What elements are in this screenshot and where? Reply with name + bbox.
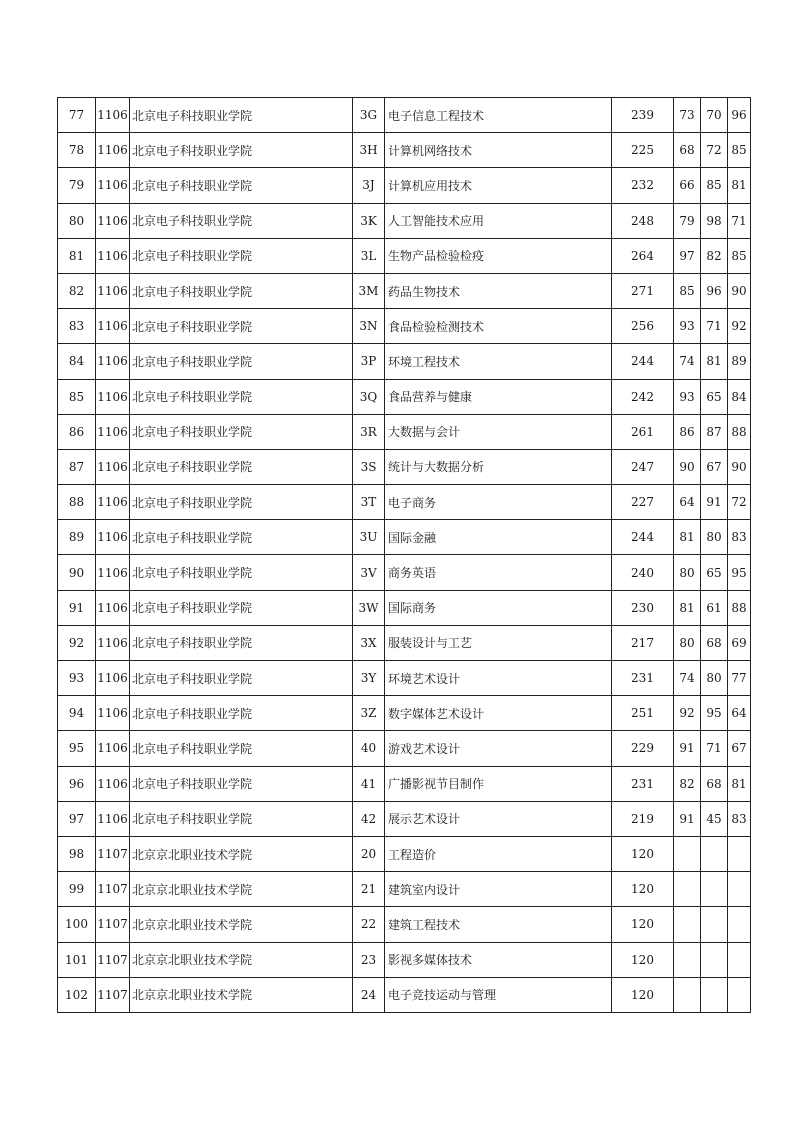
major-name: 游戏艺术设计 <box>385 731 612 766</box>
score-3: 88 <box>728 590 751 625</box>
school-name: 北京电子科技职业学院 <box>130 485 353 520</box>
school-code: 1106 <box>96 238 130 273</box>
score-3 <box>728 907 751 942</box>
major-name: 大数据与会计 <box>385 414 612 449</box>
major-name: 数字媒体艺术设计 <box>385 696 612 731</box>
row-index: 90 <box>58 555 96 590</box>
major-name: 人工智能技术应用 <box>385 203 612 238</box>
total-score: 229 <box>612 731 674 766</box>
table-row <box>58 485 751 520</box>
school-name: 北京电子科技职业学院 <box>130 133 353 168</box>
major-name: 电子信息工程技术 <box>385 98 612 133</box>
total-score: 219 <box>612 801 674 836</box>
table-row <box>58 309 751 344</box>
score-table-body <box>58 98 751 1013</box>
score-2: 80 <box>701 520 728 555</box>
score-3: 88 <box>728 414 751 449</box>
school-code: 1107 <box>96 942 130 977</box>
total-score: 120 <box>612 907 674 942</box>
score-1 <box>674 872 701 907</box>
row-index: 77 <box>58 98 96 133</box>
major-code: 3U <box>353 520 385 555</box>
score-3: 90 <box>728 449 751 484</box>
table-row <box>58 379 751 414</box>
school-code: 1107 <box>96 977 130 1012</box>
score-2: 95 <box>701 696 728 731</box>
school-code: 1106 <box>96 555 130 590</box>
score-2: 96 <box>701 273 728 308</box>
major-name: 工程造价 <box>385 836 612 871</box>
school-code: 1106 <box>96 203 130 238</box>
total-score: 120 <box>612 836 674 871</box>
total-score: 217 <box>612 625 674 660</box>
score-2: 98 <box>701 203 728 238</box>
table-row <box>58 449 751 484</box>
major-name: 统计与大数据分析 <box>385 449 612 484</box>
score-1: 97 <box>674 238 701 273</box>
school-code: 1106 <box>96 379 130 414</box>
school-name: 北京电子科技职业学院 <box>130 590 353 625</box>
school-name: 北京电子科技职业学院 <box>130 273 353 308</box>
major-code: 3Q <box>353 379 385 414</box>
table-row <box>58 203 751 238</box>
major-code: 3S <box>353 449 385 484</box>
score-1 <box>674 907 701 942</box>
score-1: 80 <box>674 625 701 660</box>
school-code: 1106 <box>96 168 130 203</box>
score-2: 67 <box>701 449 728 484</box>
major-code: 3R <box>353 414 385 449</box>
major-code: 3Z <box>353 696 385 731</box>
table-row <box>58 977 751 1012</box>
score-3: 64 <box>728 696 751 731</box>
score-2: 82 <box>701 238 728 273</box>
major-code: 23 <box>353 942 385 977</box>
score-1: 73 <box>674 98 701 133</box>
total-score: 247 <box>612 449 674 484</box>
school-name: 北京京北职业技术学院 <box>130 836 353 871</box>
score-1: 64 <box>674 485 701 520</box>
score-1: 81 <box>674 590 701 625</box>
score-1: 74 <box>674 661 701 696</box>
score-3: 69 <box>728 625 751 660</box>
score-2 <box>701 836 728 871</box>
total-score: 231 <box>612 766 674 801</box>
school-name: 北京电子科技职业学院 <box>130 731 353 766</box>
school-code: 1106 <box>96 309 130 344</box>
table-row <box>58 555 751 590</box>
major-code: 21 <box>353 872 385 907</box>
school-name: 北京电子科技职业学院 <box>130 309 353 344</box>
school-code: 1106 <box>96 731 130 766</box>
score-3 <box>728 872 751 907</box>
school-code: 1106 <box>96 661 130 696</box>
major-name: 国际商务 <box>385 590 612 625</box>
table-row <box>58 766 751 801</box>
major-code: 3J <box>353 168 385 203</box>
row-index: 88 <box>58 485 96 520</box>
table-row <box>58 133 751 168</box>
school-code: 1107 <box>96 872 130 907</box>
school-name: 北京京北职业技术学院 <box>130 872 353 907</box>
major-code: 3Y <box>353 661 385 696</box>
school-name: 北京电子科技职业学院 <box>130 344 353 379</box>
table-row <box>58 907 751 942</box>
row-index: 95 <box>58 731 96 766</box>
total-score: 244 <box>612 344 674 379</box>
major-name: 环境艺术设计 <box>385 661 612 696</box>
table-row <box>58 344 751 379</box>
major-code: 3G <box>353 98 385 133</box>
score-3: 81 <box>728 168 751 203</box>
score-3: 83 <box>728 520 751 555</box>
total-score: 120 <box>612 977 674 1012</box>
major-code: 41 <box>353 766 385 801</box>
score-3: 77 <box>728 661 751 696</box>
score-1: 79 <box>674 203 701 238</box>
major-name: 国际金融 <box>385 520 612 555</box>
major-name: 食品检验检测技术 <box>385 309 612 344</box>
major-code: 3K <box>353 203 385 238</box>
total-score: 120 <box>612 942 674 977</box>
total-score: 248 <box>612 203 674 238</box>
major-name: 药品生物技术 <box>385 273 612 308</box>
score-2: 68 <box>701 625 728 660</box>
total-score: 239 <box>612 98 674 133</box>
row-index: 83 <box>58 309 96 344</box>
major-code: 3V <box>353 555 385 590</box>
major-name: 展示艺术设计 <box>385 801 612 836</box>
score-2: 81 <box>701 344 728 379</box>
row-index: 86 <box>58 414 96 449</box>
school-name: 北京电子科技职业学院 <box>130 203 353 238</box>
school-name: 北京电子科技职业学院 <box>130 449 353 484</box>
score-2: 65 <box>701 555 728 590</box>
score-1: 92 <box>674 696 701 731</box>
school-name: 北京电子科技职业学院 <box>130 520 353 555</box>
school-name: 北京电子科技职业学院 <box>130 555 353 590</box>
row-index: 94 <box>58 696 96 731</box>
score-1: 93 <box>674 379 701 414</box>
school-code: 1106 <box>96 520 130 555</box>
school-name: 北京电子科技职业学院 <box>130 661 353 696</box>
row-index: 101 <box>58 942 96 977</box>
score-2: 65 <box>701 379 728 414</box>
major-code: 40 <box>353 731 385 766</box>
score-1: 81 <box>674 520 701 555</box>
major-name: 食品营养与健康 <box>385 379 612 414</box>
major-code: 3T <box>353 485 385 520</box>
table-row <box>58 696 751 731</box>
school-code: 1107 <box>96 907 130 942</box>
total-score: 242 <box>612 379 674 414</box>
table-row <box>58 625 751 660</box>
table-row <box>58 238 751 273</box>
total-score: 256 <box>612 309 674 344</box>
major-name: 生物产品检验检疫 <box>385 238 612 273</box>
total-score: 261 <box>612 414 674 449</box>
total-score: 271 <box>612 273 674 308</box>
school-code: 1106 <box>96 133 130 168</box>
table-row <box>58 590 751 625</box>
major-name: 服装设计与工艺 <box>385 625 612 660</box>
row-index: 100 <box>58 907 96 942</box>
score-2: 68 <box>701 766 728 801</box>
school-name: 北京电子科技职业学院 <box>130 801 353 836</box>
total-score: 251 <box>612 696 674 731</box>
score-3: 85 <box>728 133 751 168</box>
score-3: 81 <box>728 766 751 801</box>
school-code: 1106 <box>96 801 130 836</box>
row-index: 96 <box>58 766 96 801</box>
school-code: 1107 <box>96 836 130 871</box>
major-name: 电子竞技运动与管理 <box>385 977 612 1012</box>
total-score: 120 <box>612 872 674 907</box>
row-index: 98 <box>58 836 96 871</box>
major-code: 3H <box>353 133 385 168</box>
score-2: 71 <box>701 731 728 766</box>
major-name: 电子商务 <box>385 485 612 520</box>
score-1 <box>674 942 701 977</box>
total-score: 244 <box>612 520 674 555</box>
school-code: 1106 <box>96 273 130 308</box>
table-row <box>58 731 751 766</box>
school-code: 1106 <box>96 696 130 731</box>
row-index: 93 <box>58 661 96 696</box>
score-2: 70 <box>701 98 728 133</box>
score-2: 80 <box>701 661 728 696</box>
school-code: 1106 <box>96 98 130 133</box>
major-name: 计算机网络技术 <box>385 133 612 168</box>
row-index: 81 <box>58 238 96 273</box>
school-name: 北京京北职业技术学院 <box>130 977 353 1012</box>
score-3 <box>728 942 751 977</box>
school-name: 北京电子科技职业学院 <box>130 98 353 133</box>
table-row <box>58 168 751 203</box>
score-2: 45 <box>701 801 728 836</box>
score-2: 72 <box>701 133 728 168</box>
table-row <box>58 98 751 133</box>
total-score: 232 <box>612 168 674 203</box>
total-score: 231 <box>612 661 674 696</box>
major-code: 22 <box>353 907 385 942</box>
score-1: 90 <box>674 449 701 484</box>
row-index: 80 <box>58 203 96 238</box>
school-name: 北京电子科技职业学院 <box>130 696 353 731</box>
row-index: 82 <box>58 273 96 308</box>
major-name: 建筑工程技术 <box>385 907 612 942</box>
score-table <box>57 97 751 1013</box>
total-score: 264 <box>612 238 674 273</box>
major-code: 3X <box>353 625 385 660</box>
major-name: 建筑室内设计 <box>385 872 612 907</box>
score-1 <box>674 836 701 871</box>
table-row <box>58 942 751 977</box>
major-code: 3P <box>353 344 385 379</box>
school-name: 北京电子科技职业学院 <box>130 766 353 801</box>
score-3: 84 <box>728 379 751 414</box>
row-index: 92 <box>58 625 96 660</box>
major-code: 24 <box>353 977 385 1012</box>
row-index: 84 <box>58 344 96 379</box>
school-code: 1106 <box>96 485 130 520</box>
score-1 <box>674 977 701 1012</box>
score-3: 71 <box>728 203 751 238</box>
major-code: 3L <box>353 238 385 273</box>
row-index: 89 <box>58 520 96 555</box>
major-name: 广播影视节目制作 <box>385 766 612 801</box>
major-code: 42 <box>353 801 385 836</box>
score-2 <box>701 872 728 907</box>
row-index: 102 <box>58 977 96 1012</box>
score-2: 85 <box>701 168 728 203</box>
score-2 <box>701 942 728 977</box>
total-score: 227 <box>612 485 674 520</box>
school-code: 1106 <box>96 414 130 449</box>
score-1: 91 <box>674 801 701 836</box>
row-index: 79 <box>58 168 96 203</box>
score-2 <box>701 977 728 1012</box>
score-2: 91 <box>701 485 728 520</box>
score-1: 82 <box>674 766 701 801</box>
score-3: 95 <box>728 555 751 590</box>
school-name: 北京京北职业技术学院 <box>130 907 353 942</box>
table-row <box>58 414 751 449</box>
school-name: 北京电子科技职业学院 <box>130 414 353 449</box>
score-3: 67 <box>728 731 751 766</box>
score-3: 85 <box>728 238 751 273</box>
score-2: 61 <box>701 590 728 625</box>
table-row <box>58 836 751 871</box>
table-row <box>58 661 751 696</box>
row-index: 99 <box>58 872 96 907</box>
score-1: 68 <box>674 133 701 168</box>
score-3: 72 <box>728 485 751 520</box>
school-code: 1106 <box>96 344 130 379</box>
school-name: 北京京北职业技术学院 <box>130 942 353 977</box>
school-name: 北京电子科技职业学院 <box>130 168 353 203</box>
total-score: 240 <box>612 555 674 590</box>
score-1: 91 <box>674 731 701 766</box>
score-1: 85 <box>674 273 701 308</box>
score-3: 90 <box>728 273 751 308</box>
score-1: 80 <box>674 555 701 590</box>
table-row <box>58 872 751 907</box>
score-3: 92 <box>728 309 751 344</box>
major-name: 商务英语 <box>385 555 612 590</box>
school-name: 北京电子科技职业学院 <box>130 625 353 660</box>
major-name: 计算机应用技术 <box>385 168 612 203</box>
score-2 <box>701 907 728 942</box>
table-row <box>58 273 751 308</box>
score-3: 89 <box>728 344 751 379</box>
table-row <box>58 520 751 555</box>
major-code: 3M <box>353 273 385 308</box>
school-name: 北京电子科技职业学院 <box>130 379 353 414</box>
score-1: 66 <box>674 168 701 203</box>
row-index: 87 <box>58 449 96 484</box>
score-3: 96 <box>728 98 751 133</box>
row-index: 78 <box>58 133 96 168</box>
school-name: 北京电子科技职业学院 <box>130 238 353 273</box>
row-index: 91 <box>58 590 96 625</box>
major-name: 环境工程技术 <box>385 344 612 379</box>
total-score: 230 <box>612 590 674 625</box>
score-1: 93 <box>674 309 701 344</box>
major-code: 3W <box>353 590 385 625</box>
score-2: 71 <box>701 309 728 344</box>
school-code: 1106 <box>96 625 130 660</box>
table-row <box>58 801 751 836</box>
total-score: 225 <box>612 133 674 168</box>
school-code: 1106 <box>96 766 130 801</box>
score-3: 83 <box>728 801 751 836</box>
school-code: 1106 <box>96 449 130 484</box>
major-code: 3N <box>353 309 385 344</box>
score-2: 87 <box>701 414 728 449</box>
score-3 <box>728 977 751 1012</box>
major-code: 20 <box>353 836 385 871</box>
score-1: 86 <box>674 414 701 449</box>
major-name: 影视多媒体技术 <box>385 942 612 977</box>
score-1: 74 <box>674 344 701 379</box>
score-3 <box>728 836 751 871</box>
row-index: 85 <box>58 379 96 414</box>
row-index: 97 <box>58 801 96 836</box>
school-code: 1106 <box>96 590 130 625</box>
